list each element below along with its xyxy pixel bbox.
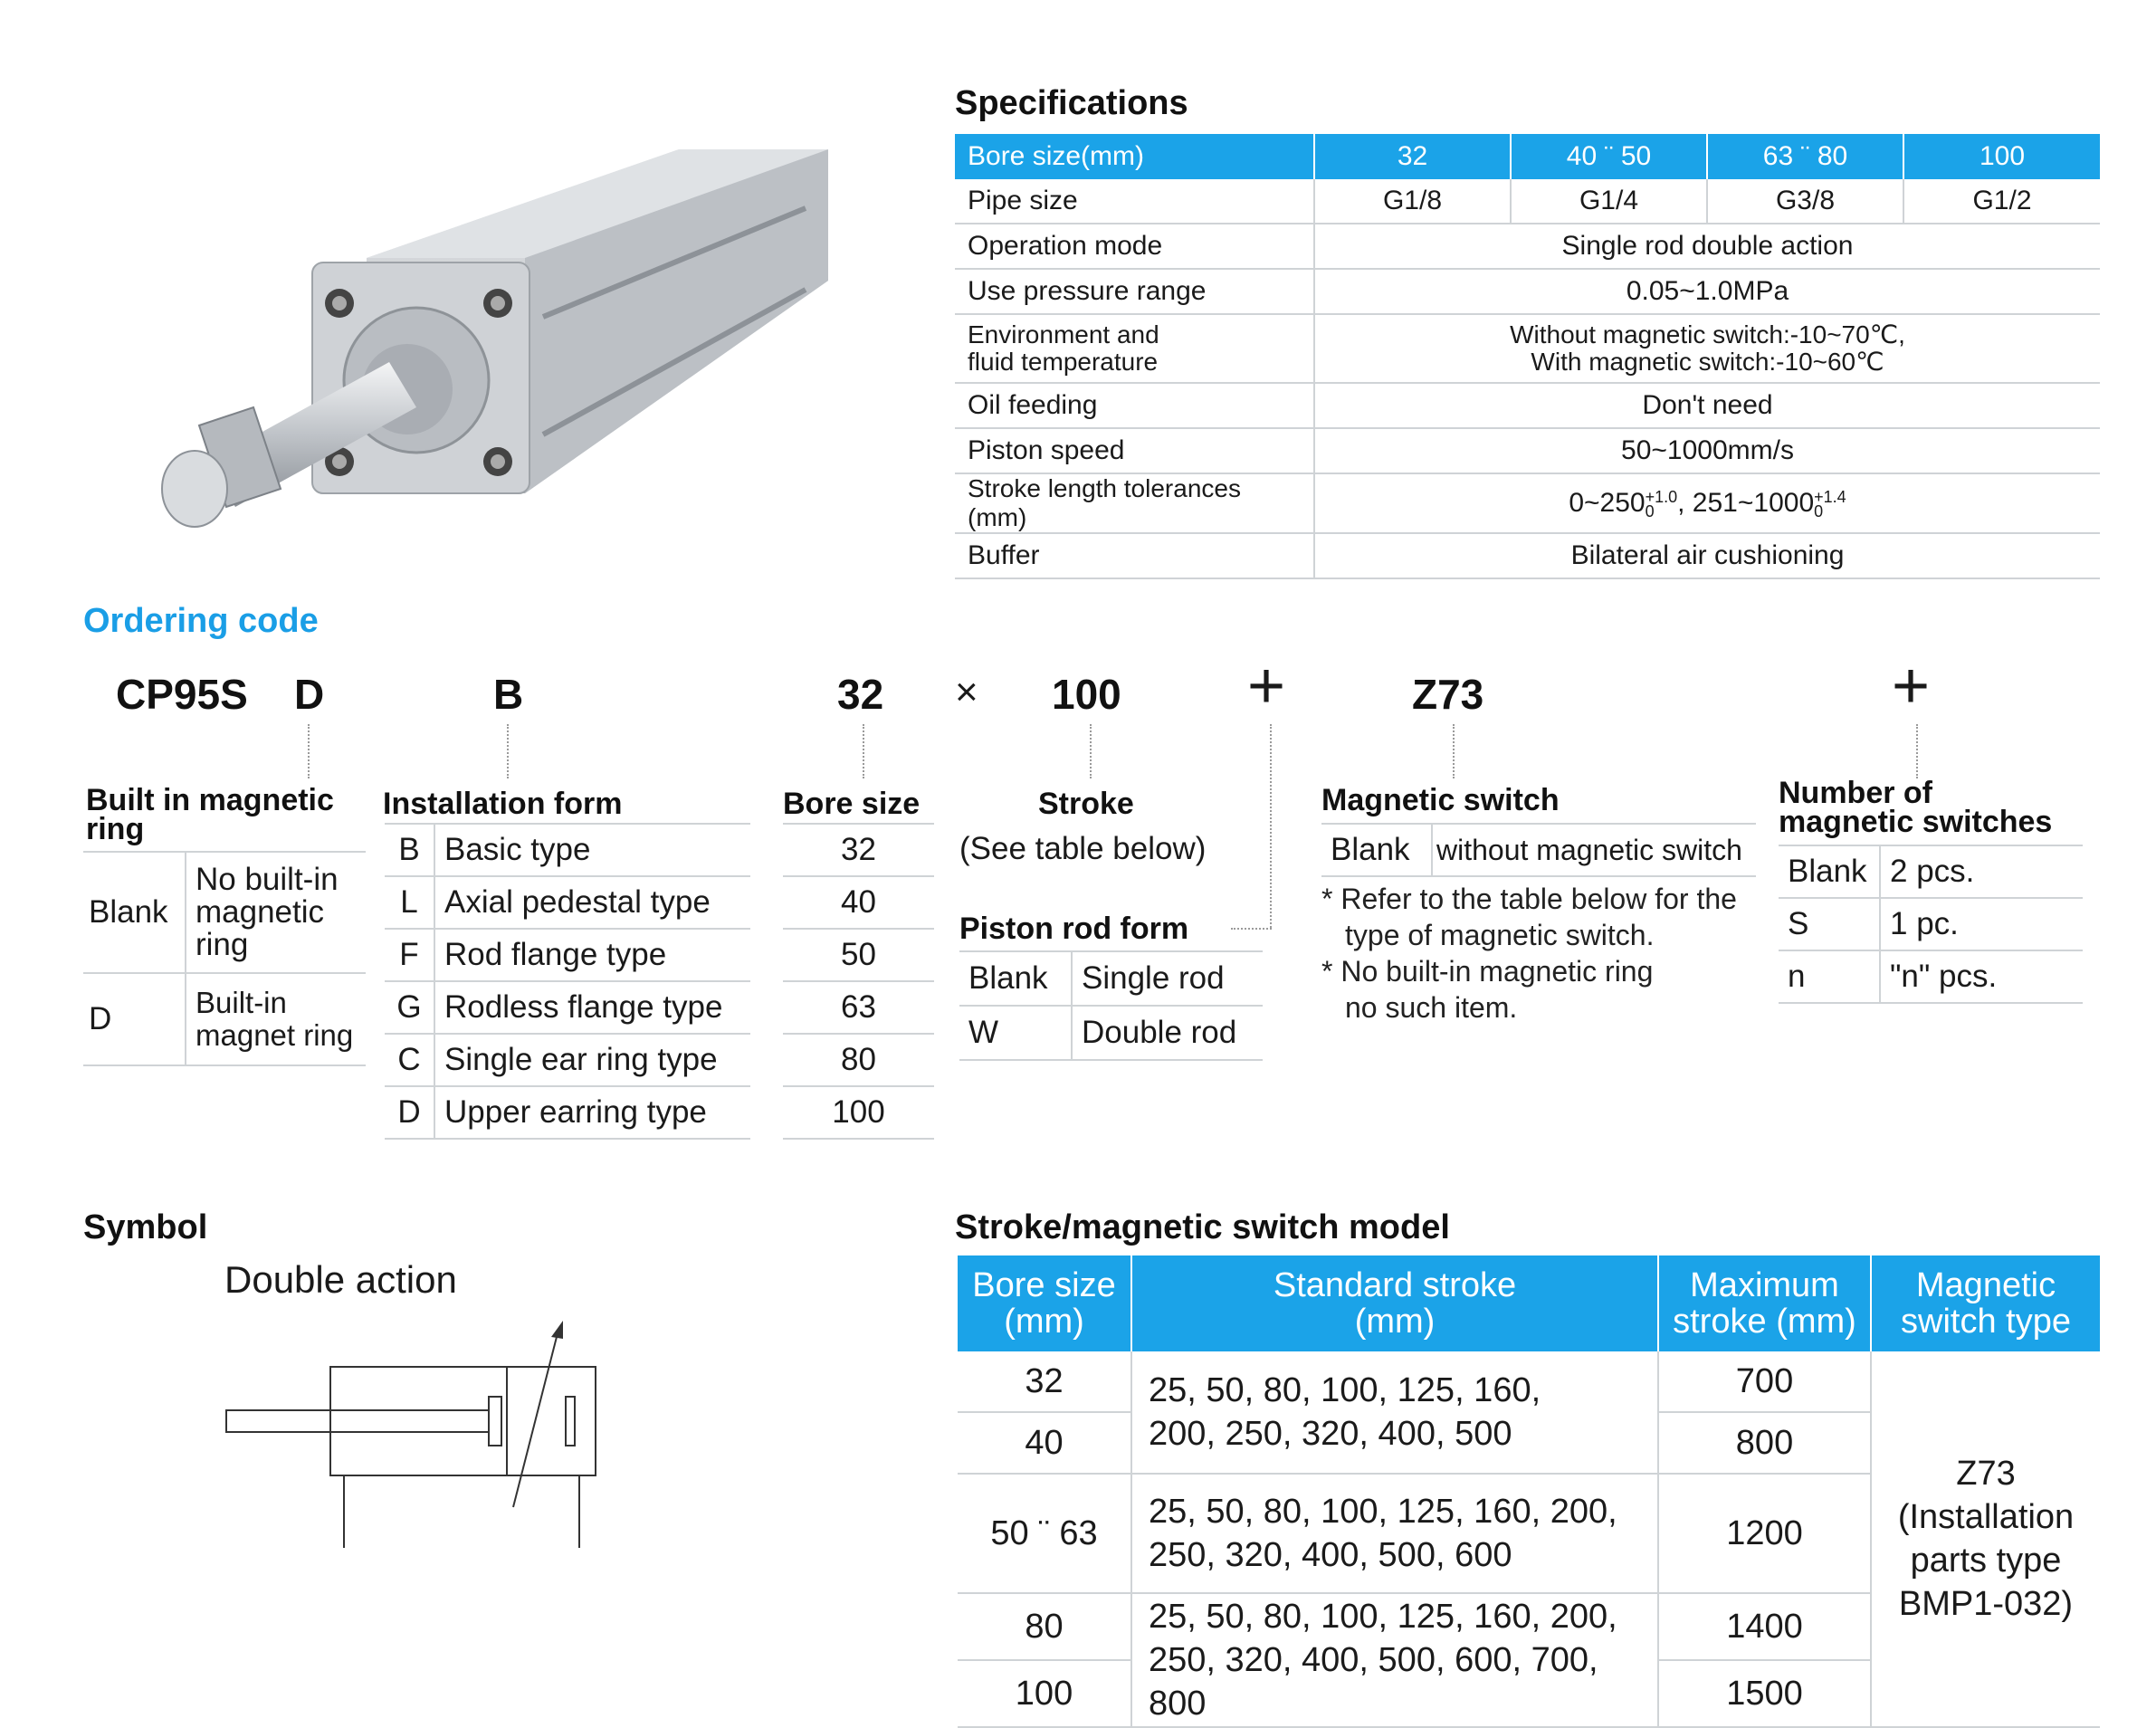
spec-cell: Single rod double action <box>1314 224 2100 269</box>
spec-header-100: 100 <box>1903 134 2100 179</box>
magnetic-ring-row <box>83 852 366 973</box>
tolerance-upper-2: +1.4 <box>1814 488 1846 507</box>
spec-header-40-50: 40 ¨ 50 <box>1511 134 1707 179</box>
spec-row-oil <box>955 383 2100 428</box>
specifications-table <box>955 134 2100 579</box>
spec-row-pressure <box>955 269 2100 314</box>
header-bore-size: Bore size (mm) <box>958 1255 1131 1351</box>
bore-row <box>783 824 934 876</box>
installation-code: C <box>385 1034 434 1086</box>
magnetic-switch-title: Magnetic switch <box>1321 783 1560 817</box>
magnetic-ring-desc: Built-in magnet ring <box>186 973 366 1065</box>
installation-row <box>385 876 750 929</box>
header-switch-type: Magnetic switch type <box>1871 1255 2100 1351</box>
leader-line-piston-rod-h <box>1231 928 1272 930</box>
magnetic-switch-note-1 <box>1321 881 1737 953</box>
piston-rod-desc: Double rod <box>1072 1006 1263 1060</box>
switch-count-desc: 2 pcs. <box>1880 845 2083 898</box>
stroke-switch-title: Stroke/magnetic switch model <box>955 1208 1450 1246</box>
max-stroke-cell: 1500 <box>1658 1660 1871 1727</box>
magnetic-switch-row <box>1321 824 1756 876</box>
bore-cell: 50 ¨ 63 <box>958 1474 1131 1593</box>
magnetic-ring-title-line: Built in magnetic <box>86 783 334 817</box>
bore-title: Bore size <box>783 787 921 821</box>
bore-value: 63 <box>783 981 934 1034</box>
switch-count-row <box>1779 898 2083 950</box>
bore-row <box>783 1034 934 1086</box>
switch-count-desc: 1 pc. <box>1880 898 2083 950</box>
magnetic-switch-code: Blank <box>1321 824 1432 876</box>
spec-row-environment <box>955 314 2100 383</box>
magnetic-switch-desc: without magnetic switch <box>1432 824 1756 876</box>
spec-row-speed <box>955 428 2100 473</box>
stroke-note: (See table below) <box>959 831 1207 866</box>
spec-label-line: Environment and <box>968 320 1159 348</box>
installation-row <box>385 1034 750 1086</box>
tolerance-upper-1: +1.0 <box>1645 488 1678 507</box>
bore-value: 32 <box>783 824 934 876</box>
switch-count-title-line: Number of <box>1779 776 1932 810</box>
installation-row <box>385 1086 750 1139</box>
code-installation: B <box>493 671 524 718</box>
spec-row-buffer <box>955 533 2100 578</box>
spec-label: Oil feeding <box>955 383 1314 428</box>
switch-type-cell: Z73 (Installation parts type BMP1-032) <box>1871 1351 2100 1727</box>
switch-count-title <box>1779 776 2053 839</box>
tolerance-range-1: 0~250 <box>1569 487 1646 518</box>
spec-header-32: 32 <box>1314 134 1511 179</box>
spec-header-label: Bore size(mm) <box>955 134 1314 179</box>
bore-value: 80 <box>783 1034 934 1086</box>
tolerance-range-2: , 251~1000 <box>1677 487 1815 518</box>
spec-row-stroke-tolerance <box>955 473 2100 533</box>
installation-table <box>385 823 750 1140</box>
bore-row <box>783 876 934 929</box>
leader-line-piston-rod <box>1270 724 1272 928</box>
installation-code: B <box>385 824 434 876</box>
specifications-title: Specifications <box>955 84 1188 122</box>
bore-value: 40 <box>783 876 934 929</box>
code-bore: 32 <box>837 671 884 718</box>
magnetic-ring-desc: No built-in magnetic ring <box>186 852 366 973</box>
piston-rod-table <box>959 950 1263 1061</box>
piston-rod-desc: Single rod <box>1072 951 1263 1006</box>
switch-count-code: n <box>1779 950 1880 1003</box>
spec-label-line: fluid temperature <box>968 348 1159 376</box>
piston-rod-code: Blank <box>959 951 1072 1006</box>
leader-line-magnetic-ring <box>308 724 310 778</box>
code-model: CP95S <box>116 671 248 718</box>
double-action-symbol-icon <box>217 1317 615 1552</box>
switch-count-row <box>1779 845 2083 898</box>
switch-count-code: Blank <box>1779 845 1880 898</box>
spec-label <box>955 314 1314 383</box>
bore-row <box>783 1086 934 1139</box>
spec-value-line: Without magnetic switch:-10~70℃, <box>1510 320 1905 348</box>
tolerance-lower-1: 0 <box>1645 502 1655 521</box>
spec-cell: G1/4 <box>1511 179 1707 224</box>
installation-desc: Basic type <box>434 824 750 876</box>
installation-code: G <box>385 981 434 1034</box>
installation-desc: Single ear ring type <box>434 1034 750 1086</box>
header-standard-stroke: Standard stroke (mm) <box>1131 1255 1658 1351</box>
magnetic-switch-table <box>1321 823 1756 877</box>
piston-rod-row <box>959 1006 1263 1060</box>
installation-code: D <box>385 1086 434 1139</box>
bore-cell: 40 <box>958 1412 1131 1474</box>
installation-desc: Rodless flange type <box>434 981 750 1034</box>
code-stroke: 100 <box>1052 671 1121 718</box>
spec-label: Use pressure range <box>955 269 1314 314</box>
stroke-row <box>958 1351 2100 1412</box>
installation-desc: Upper earring type <box>434 1086 750 1139</box>
magnetic-switch-note-2 <box>1321 953 1653 1026</box>
note-line: * Refer to the table below for the <box>1321 883 1737 915</box>
ordering-code-title: Ordering code <box>83 602 319 640</box>
code-plus-1: + <box>1247 650 1286 722</box>
code-magnetic-ring: D <box>294 671 325 718</box>
max-stroke-cell: 700 <box>1658 1351 1871 1412</box>
spec-label: Pipe size <box>955 179 1314 224</box>
cylinder-product-image <box>154 136 842 534</box>
bore-value: 50 <box>783 929 934 981</box>
installation-desc: Axial pedestal type <box>434 876 750 929</box>
symbol-caption: Double action <box>224 1258 457 1301</box>
header-max-stroke: Maximum stroke (mm) <box>1658 1255 1871 1351</box>
bore-cell: 100 <box>958 1660 1131 1727</box>
installation-desc: Rod flange type <box>434 929 750 981</box>
switch-count-row <box>1779 950 2083 1003</box>
spec-cell: Bilateral air cushioning <box>1314 533 2100 578</box>
switch-count-table <box>1779 845 2083 1004</box>
note-line: no such item. <box>1345 991 1518 1024</box>
note-line: type of magnetic switch. <box>1345 919 1655 951</box>
installation-code: L <box>385 876 434 929</box>
magnetic-ring-title-line: ring <box>86 812 145 846</box>
code-times-sign: × <box>955 670 978 714</box>
switch-count-title-line: magnetic switches <box>1779 805 2053 839</box>
magnetic-ring-title <box>86 783 334 846</box>
bore-cell: 80 <box>958 1593 1131 1660</box>
switch-count-code: S <box>1779 898 1880 950</box>
tolerance-lower-2: 0 <box>1814 502 1824 521</box>
stroke-table-header <box>958 1255 2100 1351</box>
piston-rod-row <box>959 951 1263 1006</box>
spec-cell: 0.05~1.0MPa <box>1314 269 2100 314</box>
spec-header-row <box>955 134 2100 179</box>
note-line: * No built-in magnetic ring <box>1321 955 1654 988</box>
spec-label: Buffer <box>955 533 1314 578</box>
stroke-title: Stroke <box>1038 787 1134 821</box>
installation-row <box>385 824 750 876</box>
leader-line-stroke <box>1090 724 1092 778</box>
installation-code: F <box>385 929 434 981</box>
max-stroke-cell: 1200 <box>1658 1474 1871 1593</box>
symbol-title: Symbol <box>83 1208 208 1246</box>
installation-title: Installation form <box>383 787 623 821</box>
code-plus-2: + <box>1892 650 1931 722</box>
leader-line-switch-count <box>1916 724 1918 778</box>
spec-cell: G1/2 <box>1903 179 2100 224</box>
max-stroke-cell: 800 <box>1658 1412 1871 1474</box>
bore-row <box>783 929 934 981</box>
magnetic-ring-code: Blank <box>83 852 186 973</box>
spec-cell <box>1314 314 2100 383</box>
magnetic-ring-row <box>83 973 366 1065</box>
piston-rod-title: Piston rod form <box>959 912 1189 946</box>
spec-label: Stroke length tolerances (mm) <box>955 473 1314 533</box>
stroke-switch-table <box>958 1255 2100 1728</box>
standard-stroke-cell: 25, 50, 80, 100, 125, 160, 200, 250, 320, 400, 500, 600, 700, 800 <box>1131 1593 1658 1727</box>
standard-stroke-cell: 25, 50, 80, 100, 125, 160, 200, 250, 320, 400, 500, 600 <box>1131 1474 1658 1593</box>
spec-cell: Don't need <box>1314 383 2100 428</box>
spec-row-operation-mode <box>955 224 2100 269</box>
spec-value-line: With magnetic switch:-10~60℃ <box>1531 348 1884 376</box>
spec-cell: G1/8 <box>1314 179 1511 224</box>
standard-stroke-cell: 25, 50, 80, 100, 125, 160, 200, 250, 320, 400, 500 <box>1131 1351 1658 1474</box>
magnetic-ring-code: D <box>83 973 186 1065</box>
spec-header-63-80: 63 ¨ 80 <box>1707 134 1903 179</box>
max-stroke-cell: 1400 <box>1658 1593 1871 1660</box>
leader-line-switch <box>1453 724 1455 778</box>
spec-row-pipe-size <box>955 179 2100 224</box>
magnetic-ring-table <box>83 851 366 1066</box>
spec-cell: G3/8 <box>1707 179 1903 224</box>
leader-line-bore <box>863 724 864 778</box>
spec-label: Piston speed <box>955 428 1314 473</box>
bore-value: 100 <box>783 1086 934 1139</box>
bore-table <box>783 823 934 1140</box>
spec-label: Operation mode <box>955 224 1314 269</box>
spec-cell: 50~1000mm/s <box>1314 428 2100 473</box>
installation-row <box>385 981 750 1034</box>
bore-cell: 32 <box>958 1351 1131 1412</box>
installation-row <box>385 929 750 981</box>
bore-row <box>783 981 934 1034</box>
switch-count-desc: "n" pcs. <box>1880 950 2083 1003</box>
code-switch: Z73 <box>1412 671 1484 718</box>
leader-line-installation <box>507 724 509 778</box>
spec-cell <box>1314 473 2100 533</box>
piston-rod-code: W <box>959 1006 1072 1060</box>
